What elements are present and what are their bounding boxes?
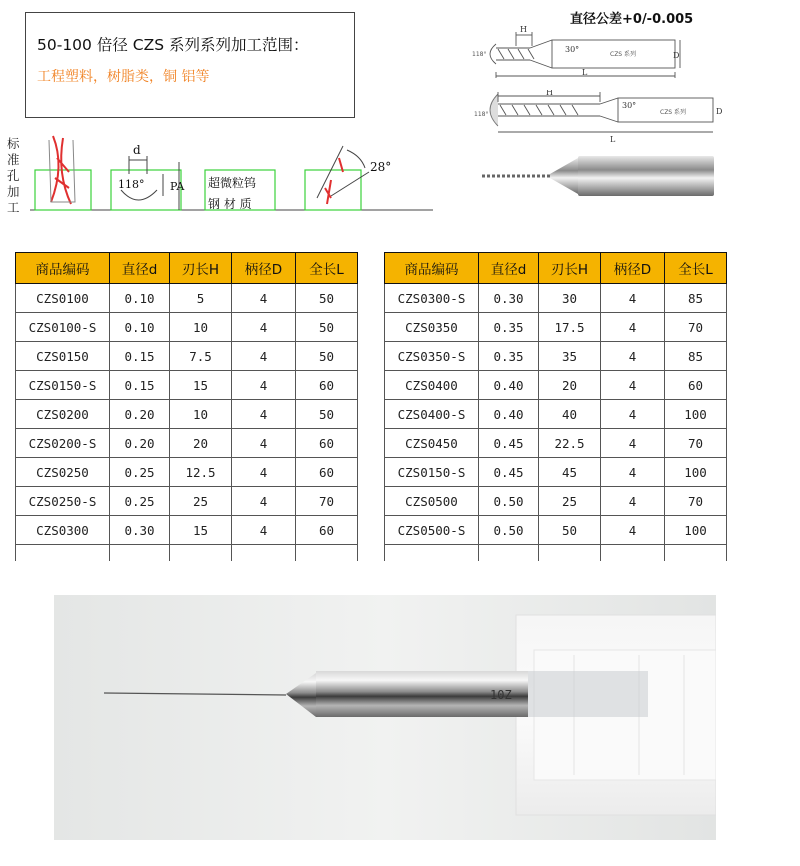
cell-diameter: 0.45 [479,458,539,487]
cell-flute-length: 15 [170,516,232,545]
cell-shank: 4 [601,516,665,545]
empty-cell [601,545,665,562]
dim-l-text-2: L [610,135,616,144]
cell-flute-length: 40 [539,400,601,429]
col-header-code: 商品编码 [16,253,110,284]
cell-flute-length: 15 [170,371,232,400]
cell-code: CZS0450 [385,429,479,458]
spec-table-right [384,252,727,561]
material-line-2: 钢 材 质 [208,197,252,211]
shank-mark-text: 10Z [490,688,512,702]
table-row [385,400,727,429]
cell-total-length: 60 [665,371,727,400]
cell-diameter: 0.25 [110,487,170,516]
cell-diameter: 0.35 [479,342,539,371]
cell-shank: 4 [232,313,296,342]
cell-code: CZS0200-S [16,429,110,458]
cell-shank: 4 [601,487,665,516]
empty-cell [539,545,601,562]
empty-cell [232,545,296,562]
table-row [385,371,727,400]
vertical-char: 孔 [7,168,20,183]
table-header-row [16,253,358,284]
cell-flute-length: 17.5 [539,313,601,342]
series-mark-text-2: CZS 系列 [660,109,687,116]
cell-code: CZS0200 [16,400,110,429]
dim-d-text: D [673,51,680,60]
empty-cell [665,545,727,562]
table-row [16,429,358,458]
cell-code: CZS0150 [16,342,110,371]
table-row [16,284,358,313]
cell-total-length: 60 [296,371,358,400]
cell-flute-length: 7.5 [170,342,232,371]
dim-d-text-2: D [716,107,723,116]
cell-flute-length: 25 [170,487,232,516]
cell-total-length: 70 [296,487,358,516]
cell-code: CZS0400 [385,371,479,400]
table-row [16,458,358,487]
cell-total-length: 50 [296,342,358,371]
table-row [385,487,727,516]
product-photo [54,595,716,840]
cell-flute-length: 10 [170,400,232,429]
drill-drawing-bottom [470,90,740,145]
dim-h-text: H [520,25,527,34]
table-row [16,487,358,516]
dim-l-text: L [582,68,588,77]
dim-d-label: d [133,143,141,157]
table-row [16,516,358,545]
materials-text: 工程塑料，树脂类，铜 铝等 [37,69,210,85]
table-row [385,516,727,545]
drill-drawing-top [470,22,690,87]
cell-shank: 4 [601,400,665,429]
cell-shank: 4 [232,458,296,487]
cell-total-length: 70 [665,429,727,458]
cell-diameter: 0.10 [110,313,170,342]
angle-30-text: 30° [565,45,580,54]
cell-total-length: 70 [665,487,727,516]
vertical-char: 加 [7,184,20,199]
cell-code: CZS0400-S [385,400,479,429]
cell-diameter: 0.50 [479,516,539,545]
vertical-char: 准 [7,152,20,167]
cell-shank: 4 [601,284,665,313]
cell-flute-length: 30 [539,284,601,313]
cell-code: CZS0250 [16,458,110,487]
col-header-code: 商品编码 [385,253,479,284]
empty-cell [385,545,479,562]
cell-total-length: 100 [665,400,727,429]
cell-shank: 4 [232,429,296,458]
cell-diameter: 0.50 [479,487,539,516]
cell-total-length: 50 [296,284,358,313]
table-row [16,342,358,371]
cell-flute-length: 45 [539,458,601,487]
cell-shank: 4 [232,342,296,371]
cell-code: CZS0500-S [385,516,479,545]
cell-code: CZS0150-S [16,371,110,400]
cell-code: CZS0100-S [16,313,110,342]
table-row [16,371,358,400]
cell-code: CZS0300-S [385,284,479,313]
title-box [25,12,355,118]
series-mark-text: CZS 系列 [610,51,637,58]
cell-total-length: 100 [665,516,727,545]
table-row [16,400,358,429]
cell-total-length: 70 [665,313,727,342]
empty-cell [296,545,358,562]
table-row-cutoff [16,545,358,562]
empty-cell [16,545,110,562]
cell-shank: 4 [601,458,665,487]
cell-flute-length: 35 [539,342,601,371]
tolerance-label: 直径公差+0/-0.005 [570,12,694,27]
cell-flute-length: 20 [539,371,601,400]
cell-shank: 4 [601,342,665,371]
cell-diameter: 0.15 [110,371,170,400]
cell-diameter: 0.30 [110,516,170,545]
cell-flute-length: 20 [170,429,232,458]
cell-flute-length: 5 [170,284,232,313]
empty-cell [170,545,232,562]
cell-code: CZS0250-S [16,487,110,516]
page-title: 50-100 倍径 CZS 系列系列加工范围： [37,36,309,54]
col-header-total-length: 全长L [665,253,727,284]
col-header-diameter: 直径d [479,253,539,284]
cell-code: CZS0500 [385,487,479,516]
cell-shank: 4 [232,487,296,516]
cell-total-length: 60 [296,458,358,487]
cell-code: CZS0350 [385,313,479,342]
cell-flute-length: 25 [539,487,601,516]
cell-shank: 4 [232,516,296,545]
pa-label: PA [170,180,185,193]
cell-flute-length: 50 [539,516,601,545]
cell-total-length: 85 [665,284,727,313]
table-row [385,429,727,458]
col-header-shank: 柄径D [601,253,665,284]
empty-cell [110,545,170,562]
table-row [385,458,727,487]
cell-diameter: 0.35 [479,313,539,342]
cell-shank: 4 [601,371,665,400]
cell-diameter: 0.45 [479,429,539,458]
cell-total-length: 100 [665,458,727,487]
col-header-flute-length: 刃长H [170,253,232,284]
col-header-shank: 柄径D [232,253,296,284]
cell-shank: 4 [232,371,296,400]
cell-diameter: 0.30 [479,284,539,313]
col-header-flute-length: 刃长H [539,253,601,284]
col-header-diameter: 直径d [110,253,170,284]
cell-shank: 4 [601,429,665,458]
cell-diameter: 0.20 [110,429,170,458]
cell-total-length: 85 [665,342,727,371]
cell-code: CZS0350-S [385,342,479,371]
cell-diameter: 0.40 [479,371,539,400]
cell-shank: 4 [601,313,665,342]
cell-total-length: 50 [296,400,358,429]
cell-code: CZS0100 [16,284,110,313]
empty-cell [479,545,539,562]
cell-diameter: 0.15 [110,342,170,371]
cell-code: CZS0150-S [385,458,479,487]
cell-flute-length: 10 [170,313,232,342]
table-header-row [385,253,727,284]
table-row [385,284,727,313]
table-row [385,313,727,342]
drill-photo-small [470,150,720,202]
vertical-char: 标 [7,136,20,151]
cell-total-length: 60 [296,516,358,545]
cell-diameter: 0.10 [110,284,170,313]
cell-total-length: 60 [296,429,358,458]
cell-shank: 4 [232,284,296,313]
vertical-char: 工 [7,200,20,215]
table-row [385,342,727,371]
helix-angle-label: 28° [370,160,392,174]
spec-table-left [15,252,358,561]
cell-code: CZS0300 [16,516,110,545]
angle-118-text-2: 118° [474,111,489,118]
cell-flute-length: 12.5 [170,458,232,487]
cell-diameter: 0.20 [110,400,170,429]
angle-118-text: 118° [472,51,487,58]
table-row-cutoff [385,545,727,562]
cell-shank: 4 [232,400,296,429]
angle-30-text-2: 30° [622,101,637,110]
table-row [16,313,358,342]
hole-angle-label: 118° [118,178,145,191]
col-header-total-length: 全长L [296,253,358,284]
cell-flute-length: 22.5 [539,429,601,458]
cell-total-length: 50 [296,313,358,342]
dim-h-text-2: H [546,90,553,97]
material-line-1: 超微粒钨 [208,176,257,190]
cell-diameter: 0.25 [110,458,170,487]
cell-diameter: 0.40 [479,400,539,429]
